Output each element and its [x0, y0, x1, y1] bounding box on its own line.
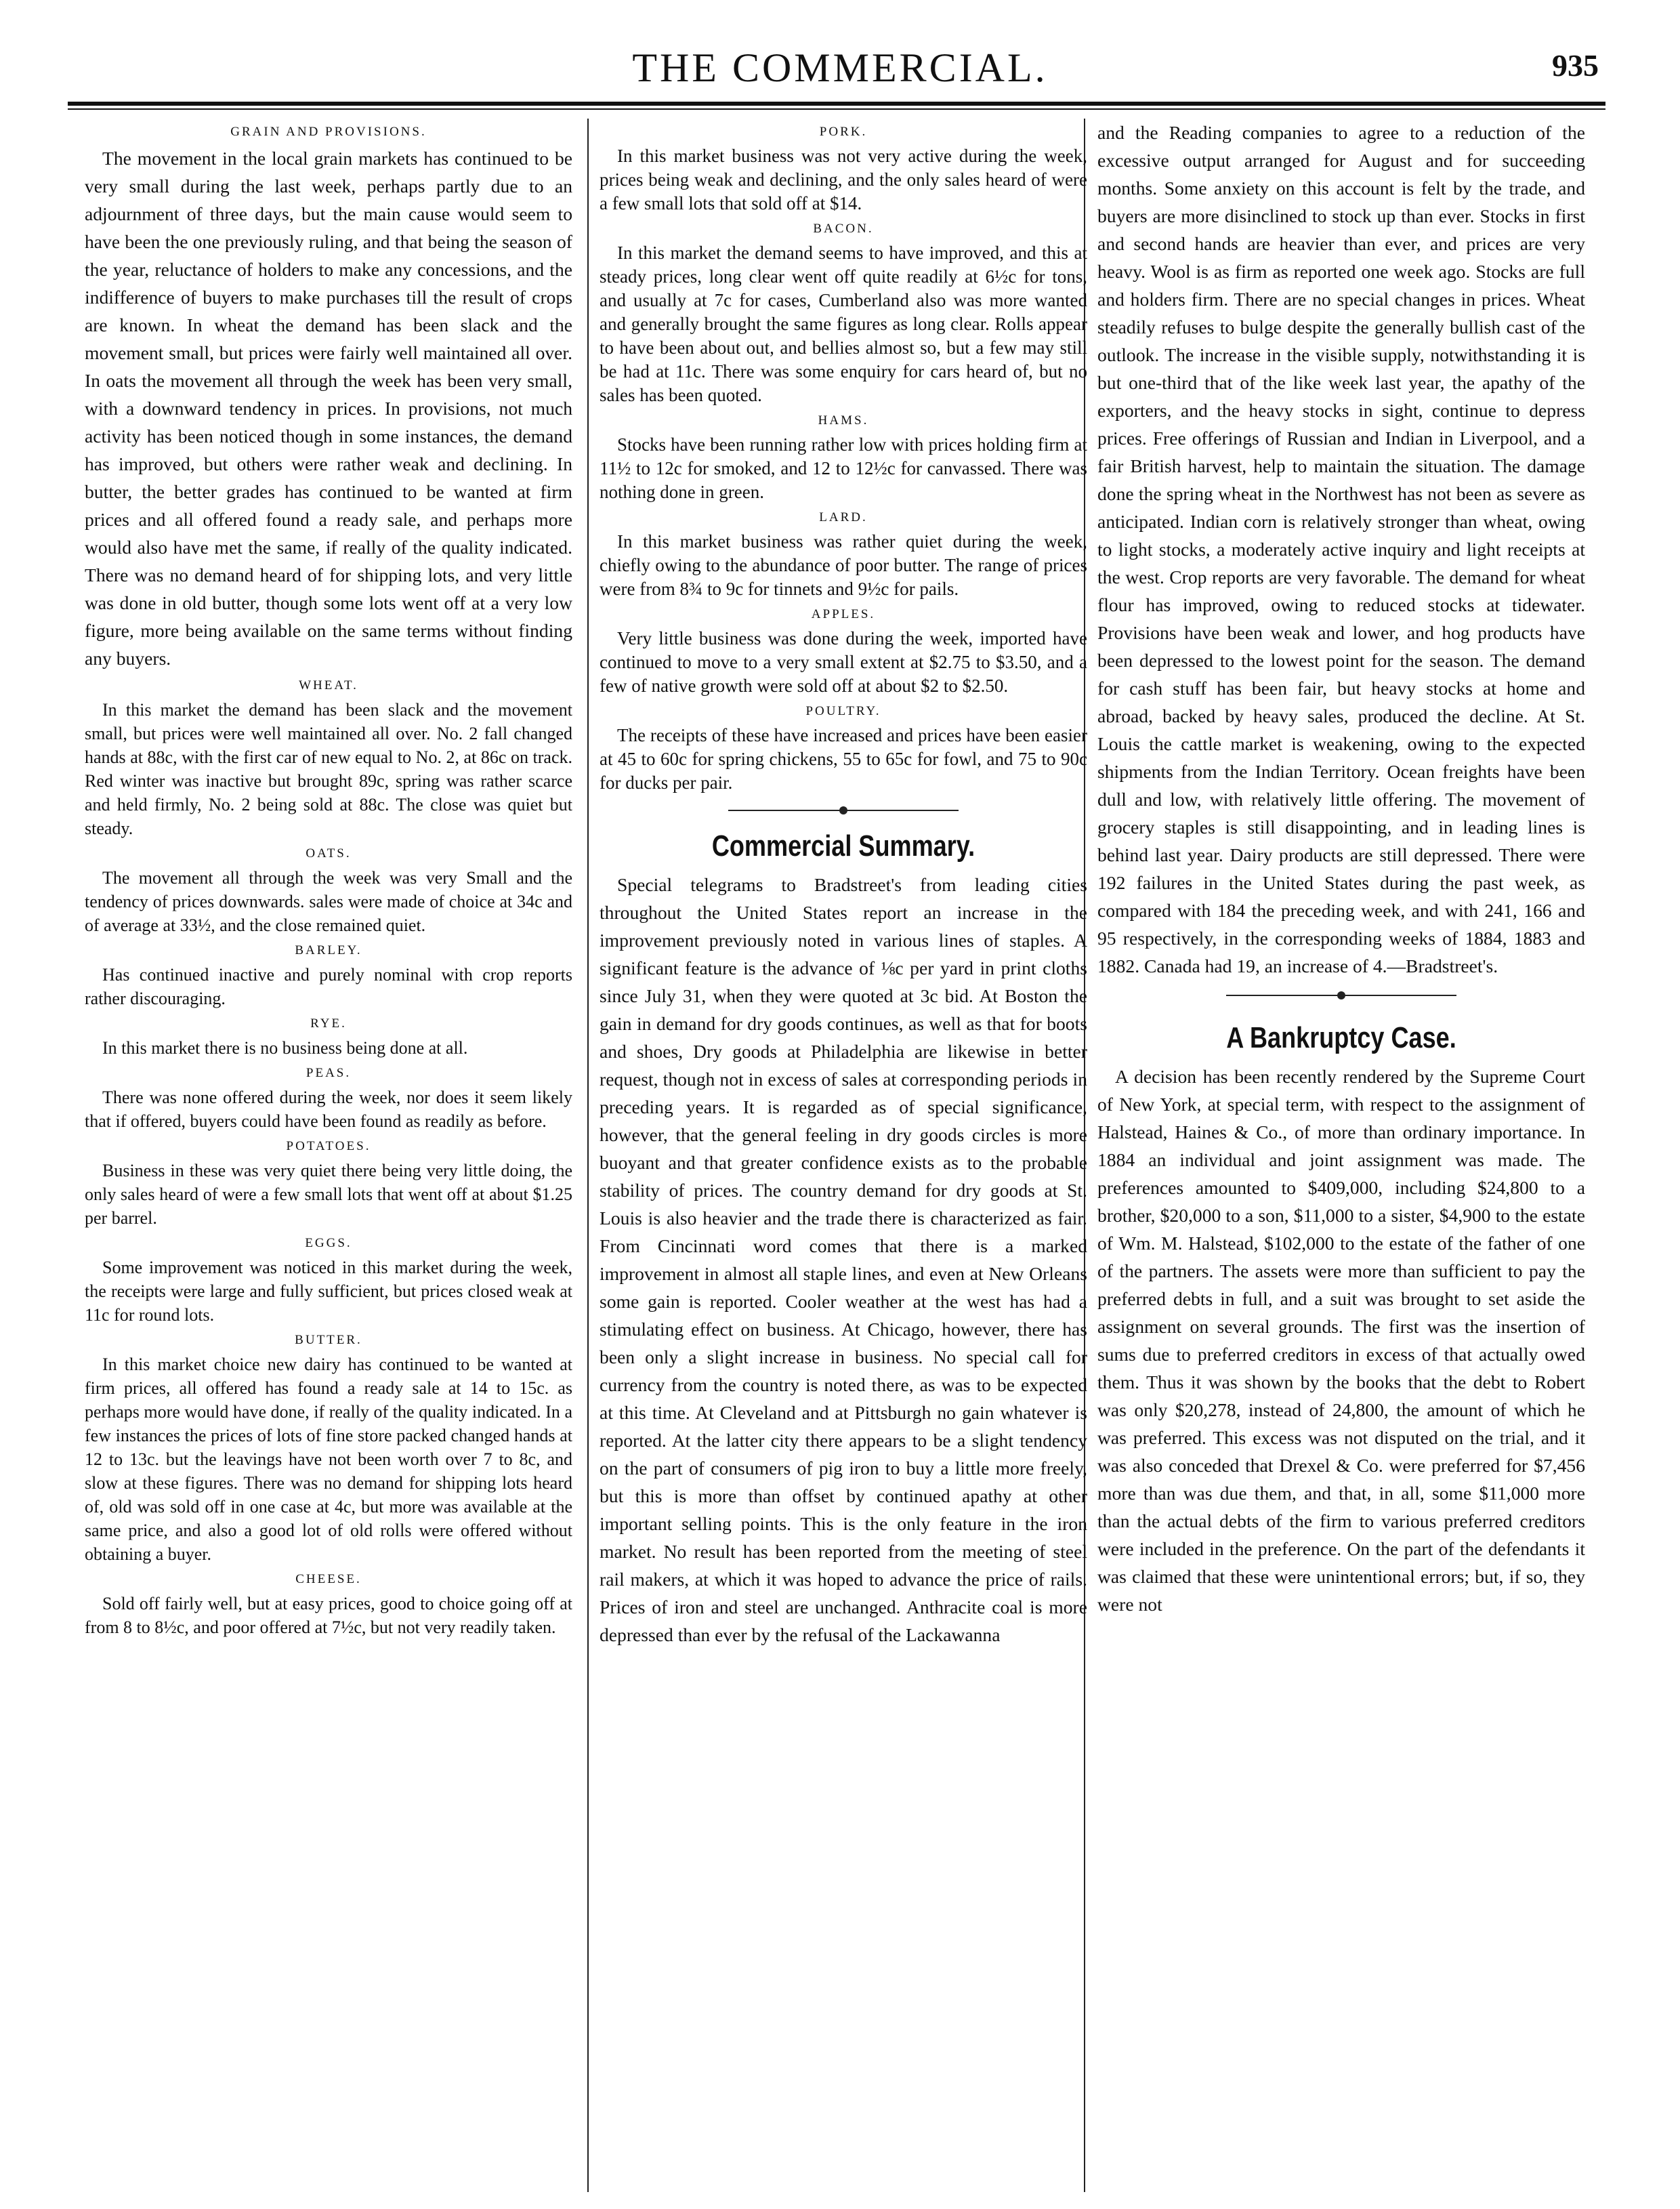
section-heading-rye: RYE. — [310, 1016, 347, 1031]
section-heading-hams: HAMS. — [818, 413, 869, 428]
column-3 — [1097, 119, 1585, 1618]
section-heading-peas: PEAS. — [306, 1066, 352, 1080]
section-heading-butter: BUTTER. — [295, 1333, 362, 1347]
article-peas: There was none offered during the week, nor does it seem likely that if offered, buyers could have been found as readily as before. — [85, 1088, 572, 1131]
masthead — [81, 41, 1599, 102]
article-eggs: Some improvement was noticed in this market during the week, the receipts were large and fully sufficient, but prices closed weak at 11c for round lots. — [85, 1258, 572, 1325]
article-bacon: In this market the demand seems to have improved, and this at steady prices, long clear went off quite readily at 6½c for tons, and usually at 7c for cases, Cumberland also was more wanted and generally brought the same figures as long clear. Rolls appear to have been about out, and bellies almost so, but a few may still be had at 11c. There was some enquiry for cars heard of, but no sales has been quoted. — [600, 243, 1087, 405]
article-rye: In this market there is no business being done at all. — [102, 1038, 468, 1058]
article-cheese: Sold off fairly well, but at easy prices, good to choice going off at from 8 to 8½c, and poor offered at 7½c, but not very readily taken. — [85, 1594, 572, 1637]
section-heading-poultry: POULTRY. — [805, 704, 881, 718]
page-number: 935 — [1552, 48, 1599, 83]
article-commercial-summary-continued: and the Reading companies to agree to a reduction of the excessive output arranged for August and for succeeding months. Some anxiety on this account is felt by the trade, and buyers are more disinclined to stock up than ever. Stocks in first and second hands are heavier than ever, and prices are very heavy. Wool is as firm as reported one week ago. Stocks are full and holders firm. There are no special changes in prices. Wheat steadily refuses to bulge despite the generally bullish cast of the outlook. The increase in the visible supply, notwithstanding it is but one-third that of the like week last year, the apathy of the exporters, and the heavy stocks in sight, continue to depress prices. Free offerings of Russian and Indian in Liverpool, and a fair British harvest, help to maintain the situation. The damage done the spring wheat in the Northwest has not been as severe as anticipated. Indian corn is relatively stronger than wheat, owing to light stocks, a moderately active inquiry and light receipts at the west. Crop reports are very favorable. The demand for wheat flour has improved, owing to reduced stocks at tidewater. Provisions have been weak and lower, and hog products have been depressed to the lowest point for the season. The demand for cash stuff has been fair, but heavy stocks at home and abroad, backed by heavy sales, produced the decline. At St. Louis the cattle market is weakening, owing to the expected shipments from the Indian Territory. Ocean freights have been dull and low, with relatively little offering. The movement of grocery staples is still disappointing, and in leading lines is behind last year. Dairy products are still depressed. There were 192 failures in the United States during the past week, as compared with 184 the preceding week, and with 241, 166 and 95 respectively, in the corresponding weeks of 1884, 1883 and 1882. Canada had 19, an increase of 4.—Bradstreet's. — [1097, 122, 1585, 976]
header-rule-thin — [68, 108, 1605, 110]
article-pork: In this market business was not very active during the week, prices being weak and declining, and the only sales heard of were a few small lots that sold off at $14. — [600, 146, 1087, 213]
section-heading-pork: PORK. — [819, 125, 868, 139]
column-2 — [600, 119, 1087, 1649]
section-heading-lard: LARD. — [819, 510, 868, 524]
section-heading-grain: GRAIN AND PROVISIONS. — [230, 125, 427, 139]
article-hams: Stocks have been running rather low with prices holding firm at 11½ to 12c for smoked, and 12 to 12½c for canvassed. There was nothing done in green. — [600, 434, 1087, 502]
column-divider — [587, 119, 589, 2192]
section-heading-oats: OATS. — [306, 846, 352, 861]
separator-dot — [839, 806, 847, 814]
section-separator — [1097, 987, 1585, 1004]
article-apples: Very little business was done during the week, imported have continued to move to a very small extent at $2.75 to $3.50, and a few of native growth were sold off at about $2 to $2.50. — [600, 628, 1087, 696]
publication-title: THE COMMERCIAL. — [632, 45, 1048, 90]
section-heading-wheat: WHEAT. — [299, 678, 358, 693]
section-heading-bacon: BACON. — [813, 222, 874, 236]
section-separator — [600, 802, 1087, 819]
article-poultry: The receipts of these have increased and prices have been easier at 45 to 60c for spring chickens, 55 to 65c for fowl, and 75 to 90c for ducks per pair. — [600, 725, 1087, 793]
section-heading-barley: BARLEY. — [295, 943, 362, 957]
header-rule — [68, 102, 1605, 106]
article-wheat: In this market the demand has been slack and the movement small, but prices were well maintained all over. No. 2 fall changed hands at 88c, with the first car of new equal to No. 2, at 86c on track. Red winter was inactive but brought 89c, spring was rather scarce and held firmly, No. 2 being sold at 88c. The close was quiet but steady. — [85, 700, 572, 838]
section-heading-eggs: EGGS. — [305, 1236, 352, 1250]
article-butter: In this market choice new dairy has continued to be wanted at firm prices, all offered has found a ready sale at 14 to 15c. as perhaps more would have done, if really of the quality indicated. In a few instances the prices of lots of fine store packed changed hands at 12 to 13c. but the leavings have not been worth over 7 to 8c, and slow at these figures. There was no demand for shipping lots heard of, old was sold off in one case at 4c, but more was available at the same price, and also a good lot of old rolls were offered without obtaining a buyer. — [85, 1355, 572, 1564]
headline-commercial-summary: Commercial Summary. — [711, 829, 975, 863]
article-potatoes: Business in these was very quiet there being very little doing, the only sales heard of were a few small lots that went off at about $1.25 per barrel. — [85, 1161, 572, 1228]
separator-dot — [1337, 991, 1345, 999]
article-commercial-summary: Special telegrams to Bradstreet's from leading cities throughout the United States report an increase in the improvement previously noted in various lines of staples. A significant feature is the advance of ⅛c per yard in print cloths since July 31, when they were quoted at 3c bid. At Boston the gain in demand for dry goods continues, as well as that for boots and shoes, Dry goods at Philadelphia are likewise in better request, though not in excess of sales at corresponding periods in preceding years. It is regarded as of special significance, however, that the general feeling in dry goods circles is more buoyant and that greater confidence exists as to the probable stability of prices. The country demand for dry goods at St. Louis is also heavier and the trade there is characterized as fair. From Cincinnati word comes that there is a marked improvement in almost all staple lines, and even at New Orleans some gain is reported. Cooler weather at the west has had a stimulating effect on business. At Chicago, however, there has been only a slight increase in business. No special call for currency from the country is noted there, as was to be expected at this time. At Cleveland and at Pittsburgh no gain whatever is reported. At the latter city there appears to be a slight tendency on the part of consumers of pig iron to buy a little more freely, but this is more than offset by continued apathy at other important selling points. This is the only feature in the iron market. No result has been reported from the meeting of steel rail makers, at which it was hoped to advance the price of rails. Prices of iron and steel are unchanged. Anthracite coal is more depressed than ever by the refusal of the Lackawanna — [600, 874, 1087, 1645]
article-oats: The movement all through the week was very Small and the tendency of prices downwards. sales were made of choice at 34c and of average at 33½, and the close remained quiet. — [85, 868, 572, 935]
article-barley: Has continued inactive and purely nominal with crop reports rather discouraging. — [85, 965, 572, 1008]
column-1 — [85, 119, 572, 1639]
headline-bankruptcy-case: A Bankruptcy Case. — [1226, 1021, 1456, 1054]
section-heading-cheese: CHEESE. — [295, 1572, 362, 1586]
section-heading-apples: APPLES. — [811, 607, 876, 621]
article-lard: In this market business was rather quiet during the week, chiefly owing to the abundance of poor butter. The range of prices were from 8¾ to 9c for tinnets and 9½c for pails. — [600, 531, 1087, 599]
section-heading-potatoes: POTATOES. — [286, 1139, 371, 1153]
article-bankruptcy-case: A decision has been recently rendered by the Supreme Court of New York, at special term, with respect to the assignment of Halstead, Haines & Co., of more than ordinary importance. In 1884 an individual and joint assignment was made. The preferences amounted to $409,000, including $24,800 to a brother, $20,000 to a son, $11,000 to a sister, $4,900 to the estate of Wm. M. Halstead, $102,000 to the estate of the father of one of the partners. The assets were more than sufficient to pay the preferred debts in full, and a suit was brought to set aside the assignment on several grounds. The first was the insertion of sums due to preferred creditors in excess of that actually owed them. Thus it was shown by the books that the debt to Robert was only $20,278, instead of 24,800, the amount of which he was preferred. This excess was not disputed on the trial, and it was also conceded that Drexel & Co. were preferred for $7,456 more than was due them, and that, in all, some $11,000 more than the actual debts of the firm to various preferred creditors were included in the preference. On the part of the defendants it was claimed that these were unintentional errors; but, if so, they were not — [1097, 1066, 1585, 1615]
article-grain: The movement in the local grain markets has continued to be very small during the last week, perhaps partly due to an adjournment of three days, but the main cause would seem to have been the one previously ruling, and that being the season of the year, reluctance of holders to make any concessions, and the indifference of buyers to make purchases till the result of crops are known. In wheat the demand has been slack and the movement small, but prices were fairly well maintained all over. In oats the movement all through the week has been very small, with a downward tendency in prices. In provisions, not much activity has been noticed though in some instances, the demand has improved, but others were rather weak and declining. In butter, the better grades has continued to be wanted at firm prices and all offered found a ready sale, and perhaps more would also have met the same, if really of the quality indicated. There was no demand heard of for shipping lots, and very little was done in old butter, though some lots went off at a very low figure, more being available on the same terms without finding any buyers. — [85, 148, 572, 669]
